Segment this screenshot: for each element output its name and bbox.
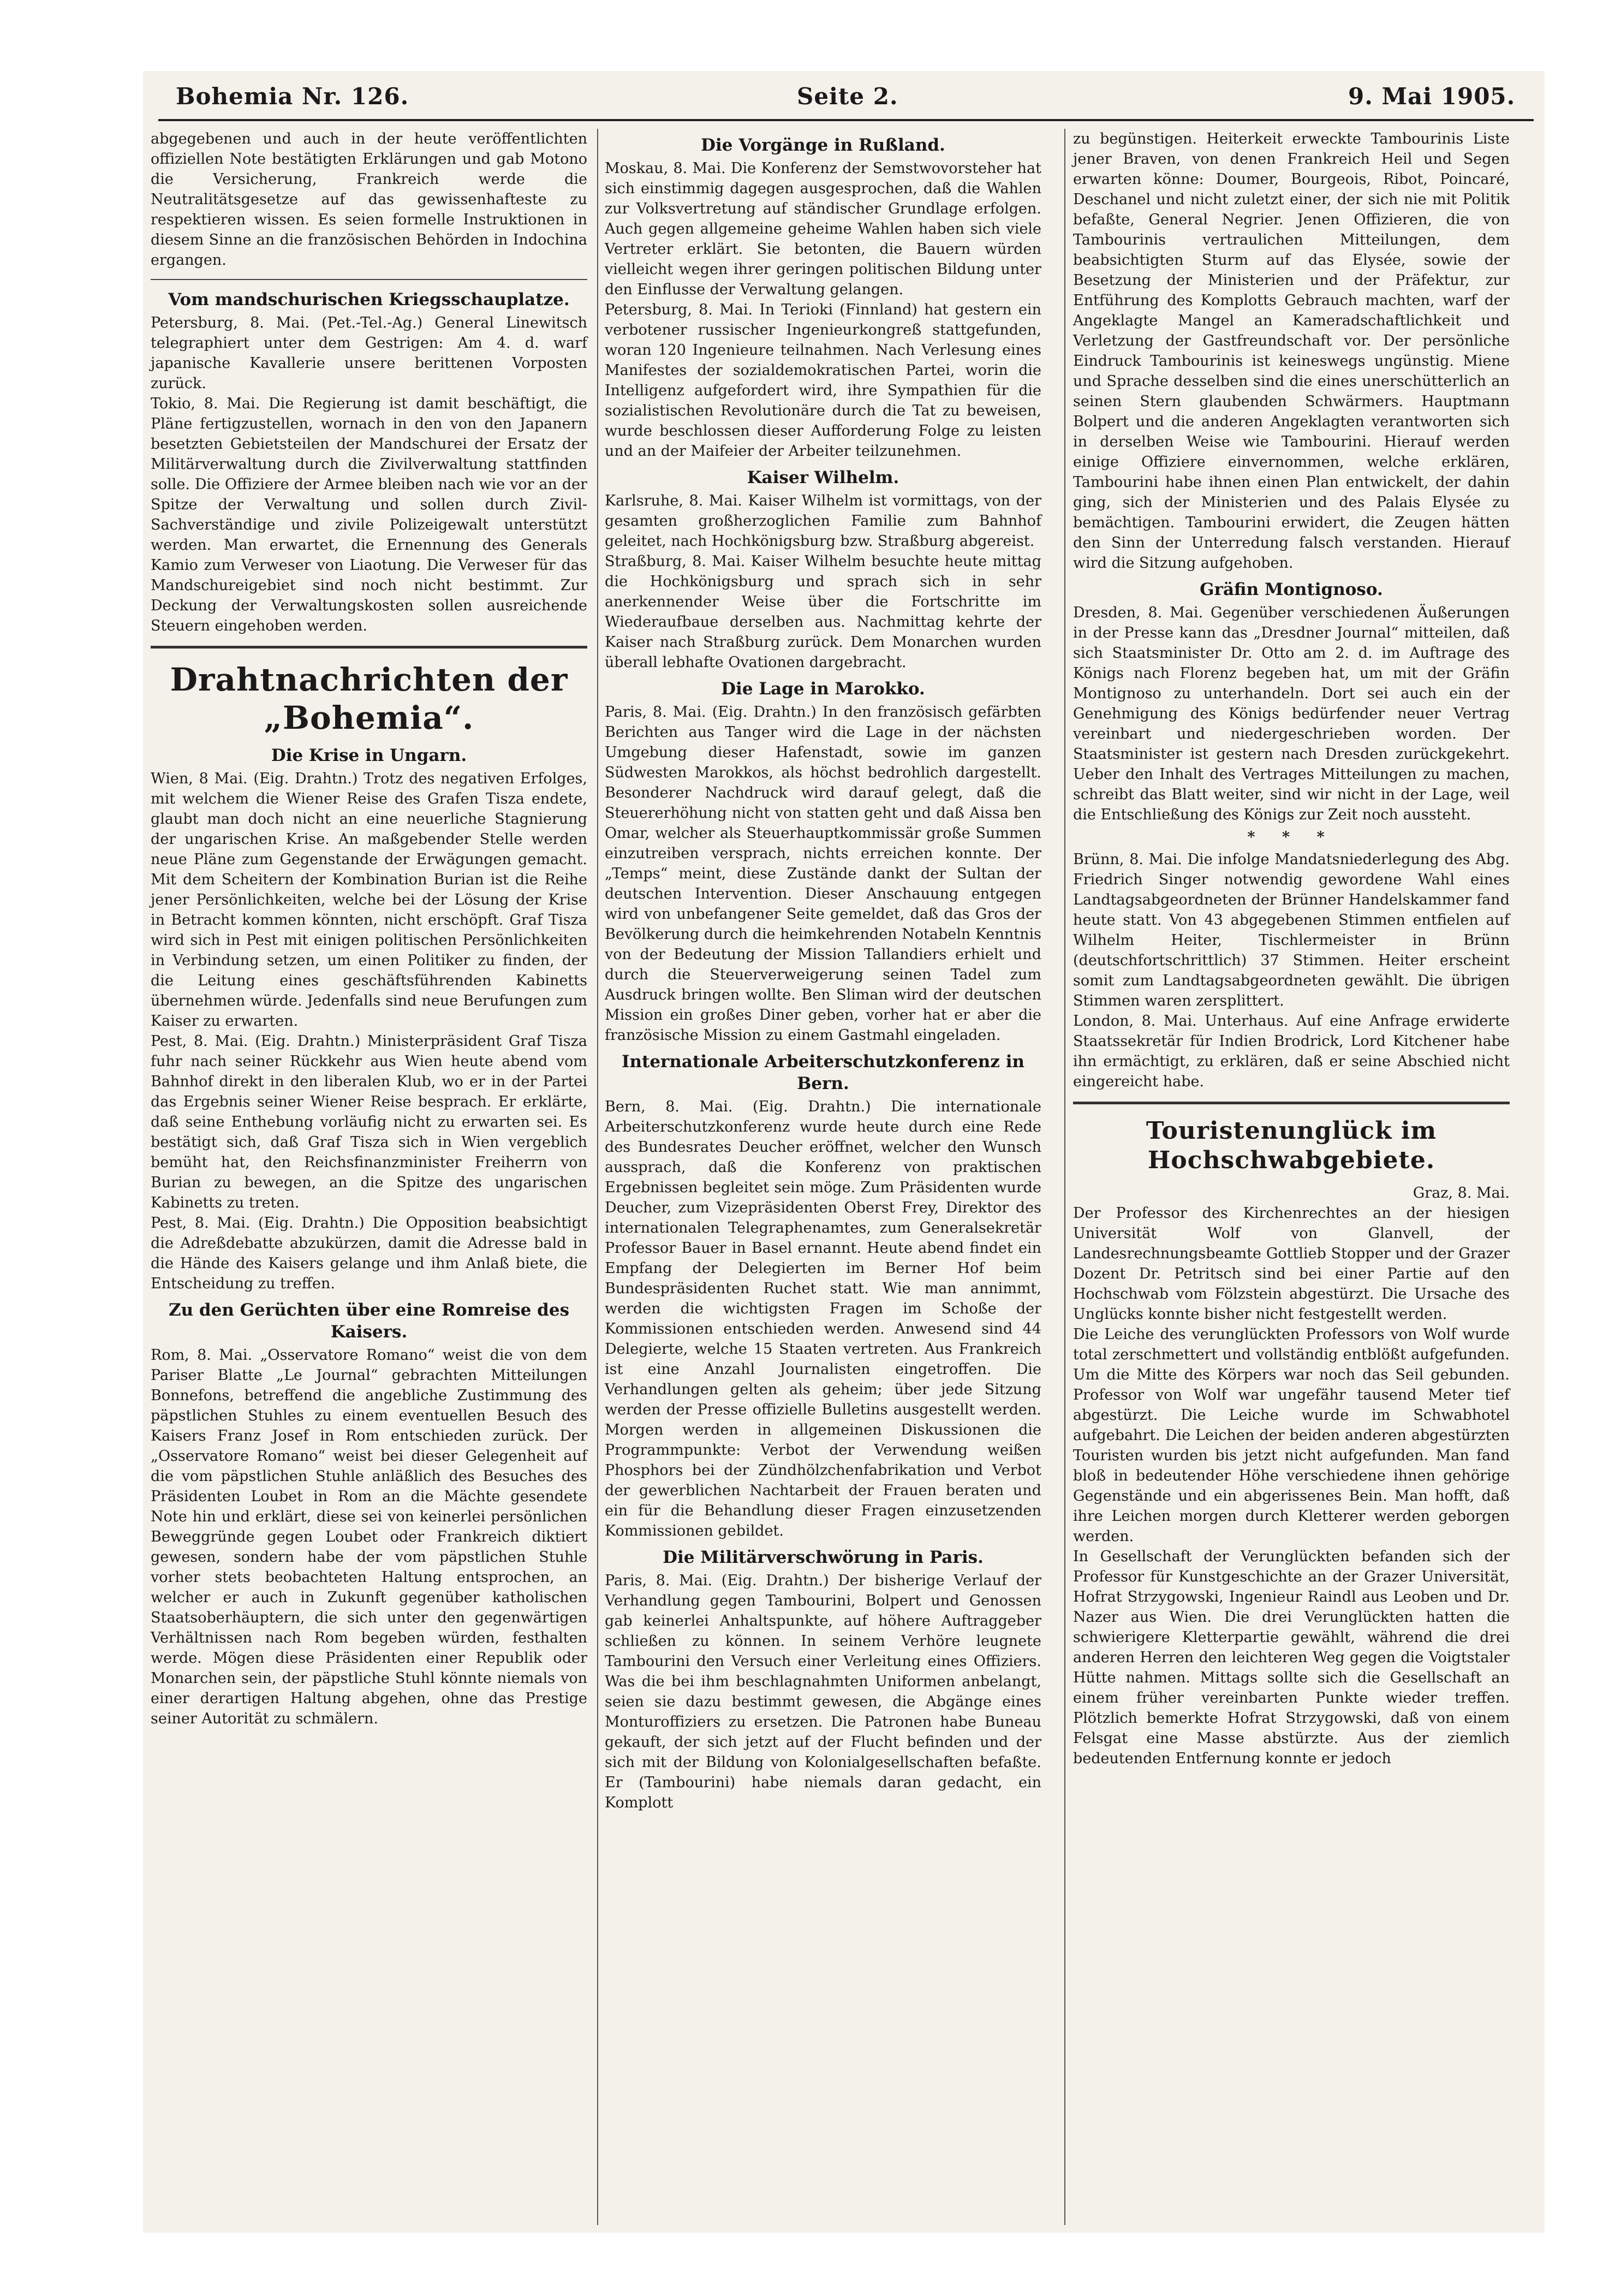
- article-text: Paris, 8. Mai. (Eig. Drahtn.) Der bisherige Verlauf der Verhandlung gegen Tambourini, Bolpert und Genossen gab keinerlei Anhaltspunkte, auf höhere Auftraggeber schließen zu können. In seinem Verhöre leugnete Tambourini den Versuch einer Verleitung eines Offiziers. Was die bei ihm beschlagnahmten Uniformen anbelangt, seien sie dazu bestimmt gewesen, die Abgänge eines Monturoffiziers zu ersetzen. Die Patronen habe Buneau gekauft, der sich jetzt auf der Flucht befinden und der sich mit der Bildung von Kolonialgesellschaften befaßte. Er (Tambourini) habe niemals daran gedacht, ein Komplott: [605, 1572, 1041, 1811]
- section-rule: [151, 646, 587, 649]
- section-rule: [151, 279, 587, 280]
- article-text: Wien, 8 Mai. (Eig. Drahtn.) Trotz des negativen Erfolges, mit welchem die Wiener Reise des Grafen Tisza endete, glaubt man doch nicht an eine neuerliche Stagnierung der ungarischen Krise. An maßgebender Stelle werden neue Pläne zum Gegenstande der Erwägungen gemacht. Mit dem Scheitern der Kombination Burian ist die Reihe jener Persönlichkeiten, welche bei der Lösung der Krise in Betracht kommen könnten, nicht erschöpft. Graf Tisza wird sich in Pest mit einigen politischen Persönlichkeiten in Verbindung setzen, um einen Politiker zu finden, der die Leitung eines geschäftsführenden Kabinetts übernehmen würde. Jedenfalls sind neue Berufungen zum Kaiser zu erwarten.: [151, 770, 587, 1030]
- section-heading: Die Lage in Marokko.: [721, 679, 925, 699]
- article-text: Pest, 8. Mai. (Eig. Drahtn.) Die Opposition beabsichtigt die Adreßdebatte abzukürzen, damit die Adresse bald in die Hände des Kaisers gelange und ihm Anlaß biete, die Entscheidung zu treffen.: [151, 1215, 587, 1292]
- column-divider: [597, 129, 598, 2225]
- article-text: Paris, 8. Mai. (Eig. Drahtn.) In den französisch gefärbten Berichten aus Tanger wird die Lage in der nächsten Umgebung dieser Hafenstadt, sowie im ganzen Südwesten Marokkos, als höchst bedrohlich dargestellt. Besonderer Nachdruck wird darauf gelegt, daß die Steuererhöhung nicht von statten geht und daß Aissa ben Omar, welcher als Steuerhauptkommissär große Summen einzutreiben versprach, nichts erreichen konnte. Der „Temps“ meint, diese Zustände dankt der Sultan der deutschen Intervention. Dieser Anschauung entgegen wird von unbefangener Seite gemeldet, daß das Gros der Bevölkerung durch die heimkehrenden Notabeln Kenntnis von der Bedeutung der Mission Tallandiers erhielt und durch die Steuerverweigerung seinen Tadel zum Ausdruck bringen wollte. Ben Sliman wird der deutschen Mission ein großes Diner geben, vorher hat er aber die französische Mission zu einem Gastmahl eingeladen.: [605, 704, 1041, 1044]
- article-text: Moskau, 8. Mai. Die Konferenz der Semstwovorsteher hat sich einstimmig dagegen ausgesprochen, daß die Wahlen zur Volksvertretung auf ständischer Grundlage erfolgen. Auch gegen allgemeine geheime Wahlen haben sich viele Vertreter erklärt. Sie betonten, die Bauern würden vielleicht wegen ihrer geringen politischen Bildung unter den Einflusse der Verwaltung gelangen.: [605, 160, 1041, 298]
- article-text: Der Professor des Kirchenrechtes an der hiesigen Universität Wolf von Glanvell, der Landesrechnungsbeamte Gottlieb Stopper und der Grazer Dozent Dr. Petritsch sind bei einer Partie auf den Hochschwab vom Fölzstein abgestürzt. Die Ursache des Unglücks konnte bisher nicht festgestellt werden.: [1073, 1205, 1510, 1323]
- header-page-number: Seite 2.: [797, 83, 898, 110]
- section-heading: Die Vorgänge in Rußland.: [701, 135, 945, 155]
- section-heading: Die Militärverschwörung in Paris.: [663, 1548, 984, 1567]
- page-section-title: Drahtnachrichten der „Bohemia“.: [170, 661, 568, 736]
- separator-stars: * * *: [1247, 829, 1336, 846]
- column-3: [1073, 129, 1510, 1769]
- column-2: [605, 129, 1041, 1813]
- article-text: zu begünstigen. Heiterkeit erweckte Tambourinis Liste jener Braven, von denen Frankreich Heil und Segen erwarten könne: Doumer, Bourgeois, Ribot, Poincaré, Deschanel und nicht zuletzt einer, der sich nie mit Politik befaßte, General Negrier. Jenen Offizieren, die von Tambourinis vertraulichen Mitteilungen, dem beabsichtigten Sturm auf das Elysée, sowie der Besetzung der Ministerien und der Präfektur, zur Entführung des Komplotts Gebrauch machten, warf der Angeklagte Mangel an Kameradschaftlichkeit und Verletzung der Gastfreundschaft vor. Der persönliche Eindruck Tambourinis ist keineswegs ungünstig. Miene und Sprache desselben sind die eines unerschütterlich an seinen Stern glaubenden Schwärmers. Hauptmann Bolpert und die anderen Angeklagten verantworten sich in derselben Weise wie Tambourini. Hierauf werden einige Offiziere einvernommen, welche erklären, Tambourini habe ihnen einen Plan entwickelt, der dahin ging, sich der Ministerien und des Palais Elysée zu bemächtigen. Tambourini erwidert, die Zeugen hätten den Sinn der Unterredung falsch verstanden. Hierauf wird die Sitzung aufgehoben.: [1073, 130, 1510, 572]
- section-heading: Zu den Gerüchten über eine Romreise des Kaisers.: [168, 1300, 570, 1342]
- section-heading-large: Touristenunglück im Hochschwabgebiete.: [1146, 1117, 1437, 1174]
- article-text: In Gesellschaft der Verunglückten befanden sich der Professor für Kunstgeschichte an der Grazer Universität, Hofrat Strzygowski, Ingenieur Raindl aus Leoben und Dr. Nazer aus Wien. Die drei Verunglückten hatten die schwierigere Kletterpartie gewählt, während die drei anderen Herren den leichteren Weg gegen die Voigtstaler Hütte nahmen. Mittags sollte sich die Gesellschaft an einem früher vereinbarten Punkte wieder treffen. Plötzlich bemerkte Hofrat Strzygowski, daß von einem Felsgat eine Masse abstürzte. Aus der ziemlich bedeutenden Entfernung konnte er jedoch: [1073, 1548, 1510, 1767]
- article-text: Dresden, 8. Mai. Gegenüber verschiedenen Äußerungen in der Presse kann das „Dresdner Journal“ mitteilen, daß sich Staatsminister Dr. Otto am 2. d. im Auftrage des Königs nach Florenz begeben hat, um mit der Gräfin Montignoso zu unterhandeln. Dort sei auch ein der Genehmigung des Königs bedürfender neuer Vertrag vereinbart und niedergeschrieben worden. Der Staatsminister ist gestern nach Dresden zurückgekehrt. Ueber den Inhalt des Vertrages Mitteilungen zu machen, schreibt das Blatt weiter, sind wir nicht in der Lage, weil die Entschließung des Königs zur Zeit noch aussteht.: [1073, 604, 1510, 823]
- header-issue: Bohemia Nr. 126.: [176, 83, 409, 110]
- header-date: 9. Mai 1905.: [1348, 83, 1516, 110]
- article-text: London, 8. Mai. Unterhaus. Auf eine Anfrage erwiderte Staatssekretär für Indien Brodrick, Lord Kitchener habe ihn ermächtigt, zu erklären, daß er seine Abschied nicht eingereicht habe.: [1073, 1013, 1510, 1090]
- article-text: Tokio, 8. Mai. Die Regierung ist damit beschäftigt, die Pläne fertigzustellen, wornach in den von den Japanern besetzten Gebietsteilen der Mandschurei der Ersatz der Militärverwaltung durch die Zivilverwaltung stattfinden solle. Die Offiziere der Armee bleiben nach wie vor an der Spitze der Verwaltung und sollen durch Zivil-Sachverständige und zivile Polizeigewalt unterstützt werden. Man erwartet, die Ernennung des Generals Kamio zum Verweser von Liaotung. Die Verweser für das Mandschureigebiet sind noch nicht bestimmt. Zur Deckung der Verwaltungskosten sollen ausreichende Steuern eingehoben werden.: [151, 395, 587, 634]
- dateline: Graz, 8. Mai.: [1413, 1185, 1510, 1201]
- article-text: Bern, 8. Mai. (Eig. Drahtn.) Die internationale Arbeiterschutzkonferenz wurde heute durch eine Rede des Bundesrates Deucher eröffnet, welcher den Wunsch aussprach, daß die Konferenz von praktischen Ergebnissen begleitet sein möge. Zum Präsidenten wurde Deucher, zum Vizepräsidenten Oberst Frey, Direktor des internationalen Telegraphenamtes, zum Generalsekretär Professor Bauer in Basel ernannt. Heute abend findet ein Empfang der Delegierten im Berner Hof beim Bundespräsidenten Ruchet statt. Wie man annimmt, werden die wichtigsten Fragen im Schoße der Kommissionen entschieden werden. Anwesend sind 44 Delegierte, welche 15 Staaten vertreten. Aus Frankreich ist eine Anzahl Journalisten eingetroffen. Die Verhandlungen gelten als geheim; über jede Sitzung werden der Presse offizielle Bulletins ausgestellt werden. Morgen werden in allgemeinen Diskussionen die Programmpunkte: Verbot der Verwendung weißen Phosphors bei der Zündhölzchenfabrikation und Verbot der gewerblichen Nachtarbeit der Frauen beraten und ein für die Behandlung dieser Fragen einzusetzenden Kommissionen gebildet.: [605, 1098, 1041, 1539]
- article-text: abgegebenen und auch in der heute veröffentlichten offiziellen Note bestätigten Erklärungen und gab Motono die Versicherung, Frankreich werde die Neutralitätsgesetze auf das gewissenhafteste zu respektieren wissen. Es seien formelle Instruktionen in diesem Sinne an die französischen Behörden in Indochina ergangen.: [151, 130, 587, 269]
- article-text: Pest, 8. Mai. (Eig. Drahtn.) Ministerpräsident Graf Tisza fuhr nach seiner Rückkehr aus Wien heute abend vom Bahnhof direkt in den liberalen Klub, wo er in der Partei das Ergebnis seiner Wiener Reise besprach. Er erklärte, daß seine Enthebung vorläufig nicht zu erwarten sei. Es bestätigt sich, daß Graf Tisza sich in Wien vergeblich bemüht hat, den Reichsfinanzminister Freiherrn von Burian zu bewegen, an die Spitze des ungarischen Kabinetts zu treten.: [151, 1033, 587, 1211]
- column-1: [151, 129, 587, 1729]
- section-rule: [1073, 1102, 1510, 1104]
- article-text: Petersburg, 8. Mai. In Terioki (Finnland) hat gestern ein verbotener russischer Ingenieurkongreß stattgefunden, woran 120 Ingenieure teilnahmen. Nach Verlesung eines Manifestes der sozialdemokratischen Partei, worin die Intelligenz aufgefordert wird, ihre Sympathien für die sozialistischen Revolutionäre durch die Tat zu beweisen, wurde beschlossen dieser Aufforderung Folge zu leisten und an der Maifeier der Arbeiter teilzunehmen.: [605, 301, 1041, 460]
- section-heading: Die Krise in Ungarn.: [271, 746, 467, 765]
- column-divider: [1064, 129, 1065, 2225]
- header-rule: [158, 119, 1534, 121]
- article-text: Die Leiche des verunglückten Professors von Wolf wurde total zerschmettert und vollständig entblößt aufgefunden. Um die Mitte des Körpers war noch das Seil gebunden. Professor von Wolf war ungefähr tausend Meter tief abgestürzt. Die Leiche wurde im Schwabhotel aufgebahrt. Die Leichen der beiden anderen abgestürzten Touristen wurden bis jetzt nicht aufgefunden. Man fand bloß in bedeutender Höhe verschiedene ihnen gehörige Gegenstände und ein abgerissenes Bein. Man hofft, daß ihre Leichen morgen durch Kletterer werden geborgen werden.: [1073, 1326, 1510, 1545]
- article-text: Straßburg, 8. Mai. Kaiser Wilhelm besuchte heute mittag die Hochkönigsburg und sprach sich in sehr anerkennender Weise über die Fortschritte im Wiederaufbaue derselben aus. Nachmittag kehrte der Kaiser nach Straßburg zurück. Dem Monarchen wurden überall lebhafte Ovationen dargebracht.: [605, 553, 1041, 671]
- section-heading: Kaiser Wilhelm.: [747, 468, 899, 487]
- section-heading: Vom mandschurischen Kriegsschauplatze.: [168, 290, 570, 310]
- article-text: Brünn, 8. Mai. Die infolge Mandatsniederlegung des Abg. Friedrich Singer notwendig gewordene Wahl eines Landtagsabgeordneten der Brünner Handelskammer fand heute statt. Von 43 abgegebenen Stimmen entfielen auf Wilhelm Heiter, Tischlermeister in Brünn (deutschfortschrittlich) 37 Stimmen. Heiter erscheint somit zum Landtagsabgeordneten gewählt. Die übrigen Stimmen waren zersplittert.: [1073, 851, 1510, 1009]
- article-text: Petersburg, 8. Mai. (Pet.-Tel.-Ag.) General Linewitsch telegraphiert unter dem Gestrigen: Am 4. d. warf japanische Kavallerie unsere berittenen Vorposten zurück.: [151, 314, 587, 392]
- article-text: Karlsruhe, 8. Mai. Kaiser Wilhelm ist vormittags, von der gesamten großherzoglichen Familie zum Bahnhof geleitet, nach Hochkönigsburg bzw. Straßburg abgereist.: [605, 492, 1041, 550]
- section-heading: Internationale Arbeiterschutzkonferenz in Bern.: [621, 1052, 1025, 1093]
- article-text: Rom, 8. Mai. „Osservatore Romano“ weist die von dem Pariser Blatte „Le Journal“ gebrachten Mitteilungen Bonnefons, betreffend die angebliche Zustimmung des päpstlichen Stuhles zu einem eventuellen Besuch des Kaisers Franz Josef in Rom entschieden zurück. Der „Osservatore Romano“ weist bei dieser Gelegenheit auf die vom päpstlichen Stuhle anläßlich des Besuches des Präsidenten Loubet in Rom an die Mächte gesendete Note hin und erklärt, diese sei von keinerlei persönlichen Beweggründe gegen Loubet oder Frankreich diktiert gewesen, sondern habe der vom päpstlichen Stuhle vorher stets beobachteten Haltung entsprochen, an welcher er auch in Zukunft gegenüber katholischen Staatsoberhäuptern, die sich unter den gegenwärtigen Verhältnissen nach Rom begeben würden, festhalten werde. Mögen diese Präsidenten einer Republik oder Monarchen sein, der päpstliche Stuhl könnte niemals von einer derartigen Haltung abgehen, ohne das Prestige seiner Autorität zu schmälern.: [151, 1347, 587, 1727]
- section-heading: Gräfin Montignoso.: [1200, 580, 1383, 599]
